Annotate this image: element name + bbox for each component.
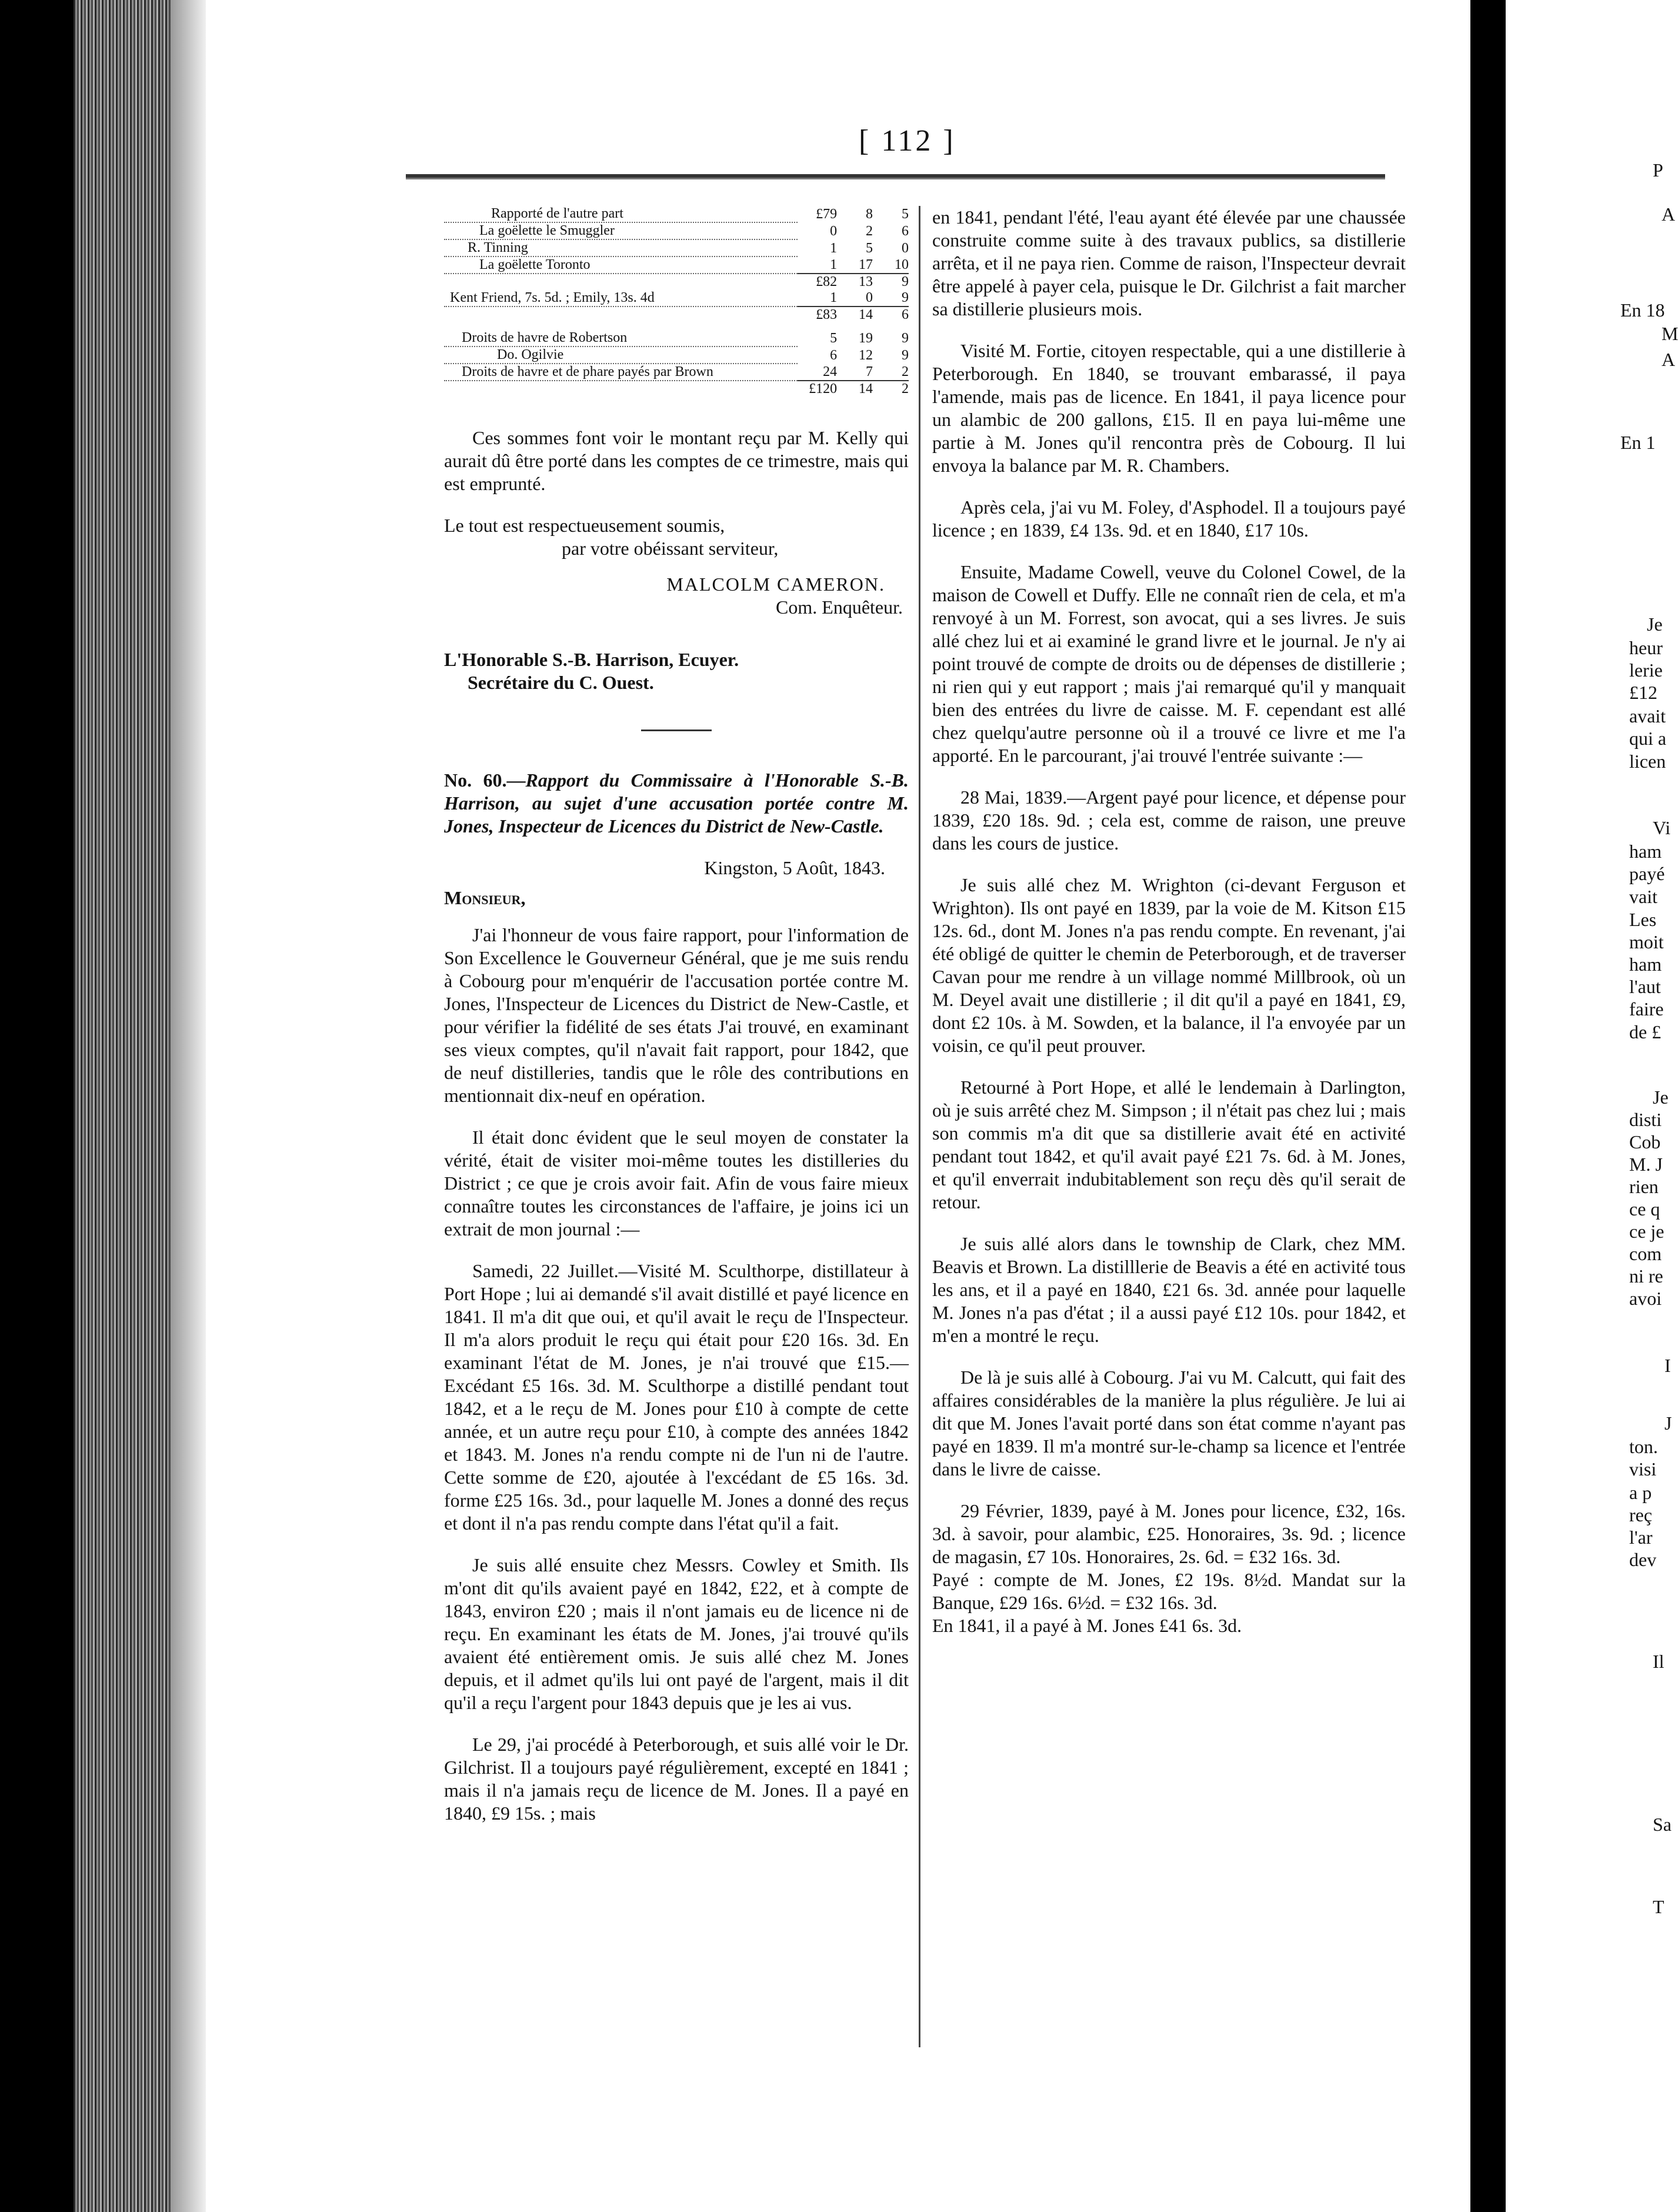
ledger-pence: 10	[895, 257, 909, 272]
ledger-subtotal	[444, 307, 909, 323]
ledger-pence: 9	[902, 290, 909, 305]
ledger-pounds: 24	[823, 364, 838, 379]
ledger-label: La goëlette Toronto	[479, 257, 592, 272]
paragraph: Il était donc évident que le seul moyen de constater la vérité, était de visiter moi-même toutes les distilleries du District ; ce que je crois avoir fait. Afin de vous faire mieux connaître toutes les circonstances de l'affaire, je joins ici un extrait de mon journal :—	[444, 1127, 909, 1240]
paragraph: Ces sommes font voir le montant reçu par M. Kelly qui aurait dû être porté dans les comptes de ce trimestre, mais qui est emprunté.	[444, 427, 909, 494]
paragraph: Retourné à Port Hope, et allé le lendemain à Darlington, où je suis arrêté chez M. Simpson ; il n'était pas chez lui ; mais son commis m'a dit que sa distillerie avait été en activité pendant tout 1842, et qu'il avait payé £21 7s. 6d. à M. Jones, et qu'il enverrait indubitablement son reçu dès qu'il serait de retour.	[932, 1077, 1406, 1212]
edge-text: faire	[1629, 998, 1664, 1020]
ledger-label: Rapporté de l'autre part	[491, 206, 626, 221]
paragraph: Après cela, j'ai vu M. Foley, d'Asphodel. Il a toujours payé licence ; en 1839, £4 13s. 9d. et en 1840, £17 10s.	[932, 497, 1406, 541]
ledger-shillings: 7	[866, 364, 873, 379]
separator-rule	[641, 729, 712, 731]
ledger-shillings: 14	[837, 381, 873, 397]
edge-text: l'ar	[1629, 1527, 1653, 1548]
edge-text: lerie	[1629, 659, 1663, 681]
ledger-subtotal	[444, 274, 909, 290]
ledger-pence: 6	[902, 224, 909, 239]
ledger-pence: 2	[873, 381, 909, 397]
ledger-pounds: 6	[830, 348, 838, 363]
page-shadow	[171, 0, 206, 2212]
addressee-title: Secrétaire du C. Ouest.	[468, 672, 654, 693]
ledger-row	[444, 347, 909, 364]
facing-page-fragment	[1506, 0, 1678, 2212]
report-heading	[444, 769, 909, 838]
ledger-table	[444, 206, 909, 397]
edge-text: ni re	[1629, 1265, 1663, 1287]
ledger-pounds: £120	[798, 381, 837, 397]
ledger-label: Droits de havre de Robertson	[462, 330, 629, 345]
ledger-pence: 9	[873, 274, 909, 290]
ledger-row	[444, 256, 909, 274]
paragraph: En 1841, il a payé à M. Jones £41 6s. 3d.	[932, 1615, 1242, 1636]
edge-text: licen	[1629, 751, 1666, 772]
edge-text: Cob	[1629, 1131, 1661, 1152]
page-number: [ 112 ]	[859, 124, 956, 158]
report-number: No. 60.—	[444, 769, 526, 791]
ledger-pounds: 0	[830, 224, 838, 239]
edge-text: ton.	[1629, 1436, 1658, 1457]
ledger-row	[444, 206, 909, 222]
edge-text: T	[1653, 1896, 1664, 1917]
ledger-pence: 9	[902, 331, 909, 346]
paragraph: Samedi, 22 Juillet.—Visité M. Sculthorpe, distillateur à Port Hope ; lui ai demandé s'il avait distillé et payé licence en 1841. Il m'a dit que oui, et qu'il avait le reçu de l'Inspecteur. Il m'a alors produit le reçu qui était pour £20 16s. 3d. En examinant l'état de M. Jones, je n'ai trouvé que £15.—Excédant £5 16s. 3d. M. Sculthorpe a distillé pendant tout 1842, et a le reçu de M. Jones pour £10 à compte de cette année, et un autre reçu pour £10, à compte des années 1842 et 1843. M. Jones n'a rendu compte ni de l'un ni de l'autre. Cette somme de £20, ajoutée à l'excédant de £5 16s. 3d. forme £25 16s. 3d., pour laquelle M. Jones a donné des reçus et dont il n'a pas rendu compte dans l'état qu'il a fait.	[444, 1260, 909, 1534]
signature-title: Com. Enquêteur.	[776, 597, 903, 618]
paragraph: 28 Mai, 1839.—Argent payé pour licence, et dépense pour 1839, £20 18s. 9d. ; cela est, comme de raison, une preuve dans les cours de justice.	[932, 787, 1406, 854]
ledger-pence: 9	[902, 348, 909, 363]
ledger-row	[444, 364, 909, 381]
addressee	[444, 648, 909, 694]
ledger-pence: 2	[902, 364, 909, 379]
closing-line: par votre obéissant serviteur,	[562, 538, 779, 559]
edge-text: Je	[1653, 1087, 1669, 1108]
ledger-pounds: £83	[798, 307, 837, 323]
edge-text: rien	[1629, 1176, 1659, 1197]
edge-text: avait	[1629, 705, 1666, 727]
paragraph: Le 29, j'ai procédé à Peterborough, et suis allé voir le Dr. Gilchrist. Il a toujours payé régulièrement, excepté en 1841 ; mais il n'a jamais reçu de licence de M. Jones. Il a payé en 1840, £9 15s. ; mais	[444, 1734, 909, 1824]
ledger-total	[444, 381, 909, 397]
paragraph: Ensuite, Madame Cowell, veuve du Colonel Cowel, de la maison de Cowell et Duffy. Elle ne connaît rien de cela, et m'a renvoyé à un M. Forrest, son avocat, qui a ses livres. Je suis allé chez lui et ai examiné le grand livre et le journal. Je n'y ai point trouvé de compte de droits ou de dépenses de distillerie ; ni rien qui y eut rapport ; mais j'ai remarqué qu'il y manquait bien des entrées du livre de caisse. M. F. cependant est allé chez quelqu'autre personne où il a trouvé ce livre et me l'a apporté. En le parcourant, j'ai trouvé l'entrée suivante :—	[932, 561, 1406, 766]
edge-text: a p	[1629, 1482, 1652, 1503]
edge-text: payé	[1629, 863, 1665, 884]
ledger-row	[444, 222, 909, 239]
edge-text: l'aut	[1629, 976, 1661, 997]
edge-text: avoi	[1629, 1288, 1662, 1309]
ledger-shillings: 12	[859, 348, 873, 363]
edge-text: disti	[1629, 1109, 1662, 1130]
edge-text: A	[1662, 349, 1676, 370]
addressee-name: L'Honorable S.-B. Harrison, Ecuyer.	[444, 649, 739, 670]
edge-text: reç	[1629, 1504, 1653, 1525]
edge-text: visi	[1629, 1458, 1657, 1480]
dateline: Kingston, 5 Août, 1843.	[704, 857, 885, 878]
edge-text: A	[1662, 204, 1676, 225]
paragraph: Je suis allé ensuite chez Messrs. Cowley et Smith. Ils m'ont dit qu'ils avaient payé en 1842, £22, et à compte de 1843, environ £20 ; mais il n'ont jamais eu de licence ni de reçu. En examinant les états de M. Jones, j'ai trouvé qu'ils avaient été entièrement omis. Je suis allé chez M. Jones depuis, et il admet qu'ils lui ont payé de l'argent, mais il dit qu'il a reçu l'argent pour 1843 depuis que je les ai vus.	[444, 1554, 909, 1713]
scan-border	[0, 0, 74, 2212]
edge-text: moit	[1629, 931, 1664, 952]
edge-text: ce je	[1629, 1221, 1664, 1242]
ledger-pounds: 5	[830, 331, 838, 346]
ledger-shillings: 19	[859, 331, 873, 346]
ledger-shillings: 2	[866, 224, 873, 239]
book-page-edges	[74, 0, 171, 2212]
ledger-shillings: 5	[866, 241, 873, 256]
book-gutter	[1470, 0, 1506, 2212]
ledger-shillings: 17	[859, 257, 873, 272]
ledger-shillings: 0	[866, 290, 873, 305]
closing-line: Le tout est respectueusement soumis,	[444, 515, 725, 536]
ledger-label: Kent Friend, 7s. 5d. ; Emily, 13s. 4d	[450, 290, 657, 305]
signature: MALCOLM CAMERON.	[666, 574, 885, 595]
paragraph: Visité M. Fortie, citoyen respectable, qui a une distillerie à Peterborough. En 1840, se trouvant embarassé, il paya l'amende, mais pas de licence. En 1841, il paya licence pour un alambic de 200 gallons, £15. Il en paya lui-même une partie à M. Jones qu'il rencontra près de Cobourg. Il lui envoya la balance par M. R. Chambers.	[932, 340, 1406, 476]
edge-text: ham	[1629, 841, 1662, 862]
edge-text: Vi	[1653, 817, 1671, 838]
left-column	[444, 206, 909, 1844]
ledger-pence: 0	[902, 241, 909, 256]
ledger-pounds: £79	[816, 206, 838, 222]
ledger-shillings: 13	[837, 274, 873, 290]
edge-text: En 1	[1620, 432, 1656, 453]
column-rule	[919, 206, 920, 2047]
ledger-pounds: 1	[830, 290, 838, 305]
edge-text: M. J	[1629, 1154, 1663, 1175]
edge-text: Il	[1653, 1651, 1664, 1672]
edge-text: Sa	[1653, 1814, 1672, 1835]
edge-text: J	[1664, 1413, 1672, 1434]
ledger-pence: 5	[902, 206, 909, 222]
ledger-shillings: 8	[866, 206, 873, 222]
ledger-row	[444, 239, 909, 256]
ledger-label: La goëlette le Smuggler	[479, 223, 617, 238]
edge-text: dev	[1629, 1549, 1657, 1570]
paragraph: J'ai l'honneur de vous faire rapport, pour l'information de Son Excellence le Gouverneur Général, que je me suis rendu à Cobourg pour m'enquérir de l'accusation portée contre M. Jones, l'Inspecteur de Licences du District de New-Castle, et pour vérifier la fidélité de ses états J'ai trouvé, en examinant ses vieux comptes, qu'il n'avait fait rapport, pour 1842, que de neuf distilleries, tandis que le rôle des contributions en mentionnait dix-neuf en opération.	[444, 924, 909, 1106]
right-column	[932, 206, 1406, 1656]
ledger-pounds: £82	[798, 274, 837, 290]
edge-text: En 18	[1620, 299, 1665, 321]
edge-text: M	[1662, 323, 1678, 344]
edge-text: I	[1664, 1355, 1671, 1376]
ledger-label: Do. Ogilvie	[497, 347, 566, 362]
paragraph: en 1841, pendant l'été, l'eau ayant été élevée par une chaussée construite comme suite à des travaux publics, sa distillerie arrêta, et il ne paya rien. Comme de raison, l'Inspecteur devrait être appelé à payer cela, puisque le Dr. Gilchrist a fait marcher sa distillerie plusieurs mois.	[932, 206, 1406, 319]
edge-text: vait	[1629, 886, 1657, 907]
ledger-label: Droits de havre et de phare payés par Brown	[462, 364, 716, 379]
ledger-row	[444, 290, 909, 307]
edge-text: ham	[1629, 954, 1662, 975]
edge-text: qui a	[1629, 728, 1667, 749]
paragraph: Payé : compte de M. Jones, £2 19s. 8½d. Mandat sur la Banque, £29 16s. 6½d. = £32 16s. 3d.	[932, 1569, 1406, 1613]
ledger-shillings: 14	[837, 307, 873, 323]
salutation: Monsieur,	[444, 887, 526, 908]
ledger-pounds: 1	[830, 241, 838, 256]
report-title: Rapport du Commissaire à l'Honorable S.-B. Harrison, au sujet d'une accusation portée contre M. Jones, Inspecteur de Licences du District de New-Castle.	[444, 769, 909, 837]
edge-text: com	[1629, 1243, 1662, 1264]
edge-text: P	[1653, 159, 1663, 181]
header-rule	[406, 174, 1385, 179]
paragraph: 29 Février, 1839, payé à M. Jones pour licence, £32, 16s. 3d. à savoir, pour alambic, £25. Honoraires, 3s. 9d. ; licence de magasin, £7 10s. Honoraires, 2s. 6d. = £32 16s. 3d.	[932, 1500, 1406, 1567]
edge-text: de £	[1629, 1021, 1662, 1042]
paragraph: Je suis allé alors dans le township de Clark, chez MM. Beavis et Brown. La distilllerie de Beavis a été en activité tous les ans, et il a payé en 1840, £21 6s. 3d. année pour laquelle M. Jones n'a pas d'état ; il a aussi payé £12 10s. pour 1842, et m'en a montré le reçu.	[932, 1233, 1406, 1346]
ledger-row	[444, 330, 909, 347]
edge-text: Je	[1647, 614, 1663, 635]
edge-text: heur	[1629, 637, 1663, 658]
paragraph: De là je suis allé à Cobourg. J'ai vu M. Calcutt, qui fait des affaires considérables de la manière la plus régulière. Je lui ai dit que M. Jones l'avait porté dans son état comme n'ayant pas payé en 1839. Il m'a montré sur-le-champ sa licence et l'entrée dans le livre de caisse.	[932, 1367, 1406, 1480]
paragraph: Je suis allé chez M. Wrighton (ci-devant Ferguson et Wrighton). Ils ont payé en 1839, par la voie de M. Kitson £15 12s. 6d., dont M. Jones n'a pas rendu compte. En revenant, j'ai été obligé de quitter le chemin de Peterborough, et de traverser Cavan pour me rendre à un village nommé Millbrook, où un M. Deyel avait une distillerie ; il dit qu'il a payé en 1841, £9, dont £2 10s. à M. Sowden, et la balance, il l'a envoyée par un voisin, ce qu'il peut prouver.	[932, 874, 1406, 1056]
edge-text: ce q	[1629, 1198, 1660, 1220]
edge-text: Les	[1629, 909, 1657, 930]
ledger-label: R. Tinning	[468, 240, 531, 255]
ledger-pence: 6	[873, 307, 909, 323]
edge-text: £12	[1629, 682, 1657, 703]
ledger-pounds: 1	[830, 257, 838, 272]
